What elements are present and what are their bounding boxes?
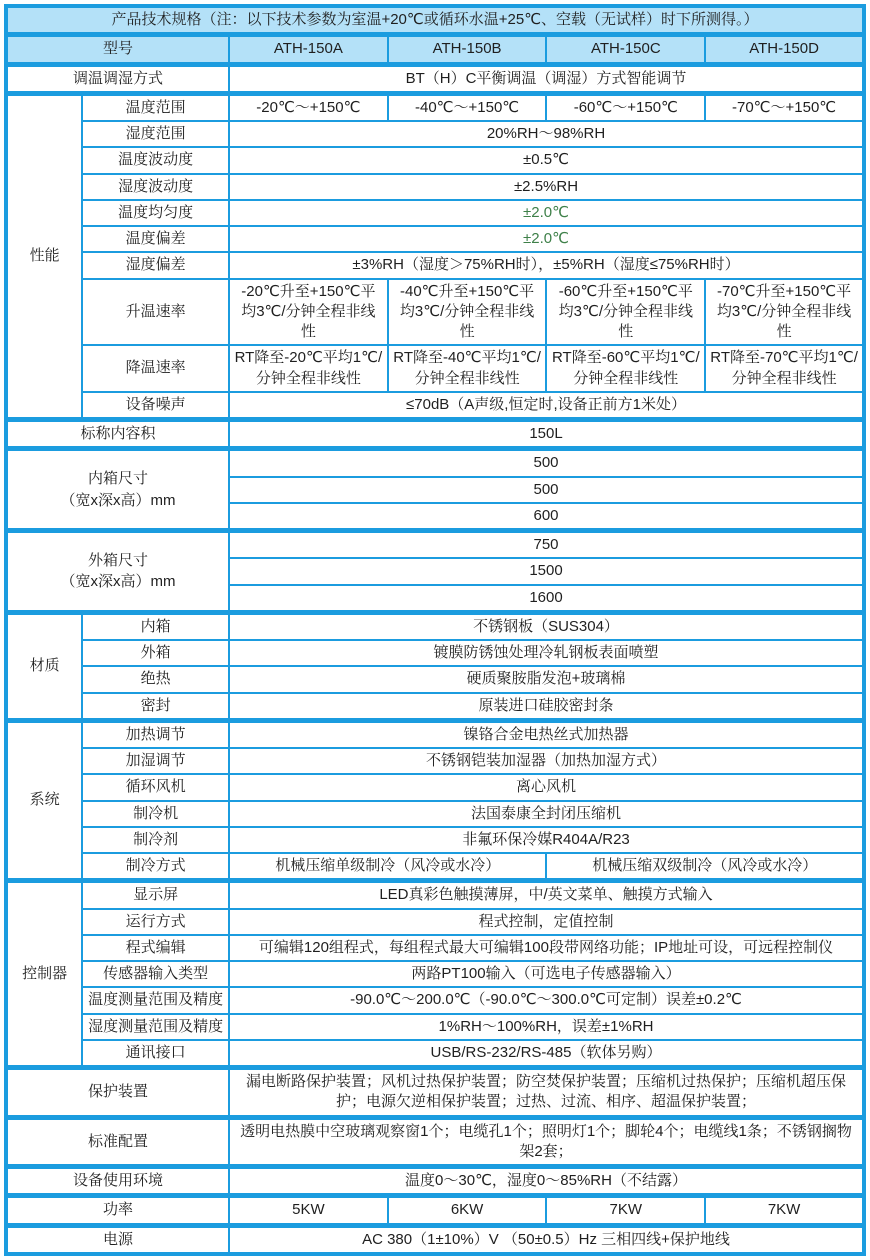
temp-dev-label: 温度偏差	[82, 226, 229, 252]
cool-rate-b: RT降至-40℃平均1℃/分钟全程非线性	[388, 345, 547, 392]
environment-label: 设备使用环境	[6, 1167, 229, 1196]
outer-size-height: 1600	[229, 585, 864, 613]
controller-comm-value: USB/RS-232/RS-485（软体另购）	[229, 1040, 864, 1068]
table-title: 产品技术规格（注：以下技术参数为室温+20℃或循环水温+25℃、空载（无试样）时下所测得。）	[6, 6, 864, 35]
temp-range-a: -20℃～+150℃	[229, 93, 388, 121]
system-fan-value: 离心风机	[229, 774, 864, 800]
inner-size-label	[6, 449, 229, 531]
protection-label: 保护装置	[6, 1068, 229, 1118]
material-insulation-label: 绝热	[82, 666, 229, 692]
controller-display-value: LED真彩色触摸薄屏，中/英文菜单、触摸方式输入	[229, 881, 864, 909]
power-c: 7KW	[546, 1196, 705, 1225]
cool-rate-c: RT降至-60℃平均1℃/分钟全程非线性	[546, 345, 705, 392]
inner-size-height: 600	[229, 503, 864, 531]
volume-label: 标称内容积	[6, 420, 229, 449]
mode-value: BT（H）C平衡调温（调湿）方式智能调节	[229, 64, 864, 93]
material-seal-label: 密封	[82, 693, 229, 721]
material-outer-value: 镀膜防锈蚀处理冷轧钢板表面喷塑	[229, 640, 864, 666]
system-refrigerant-label: 制冷剂	[82, 827, 229, 853]
outer-size-width: 750	[229, 531, 864, 559]
humi-fluct-label: 湿度波动度	[82, 174, 229, 200]
controller-sensor-label: 传感器输入类型	[82, 961, 229, 987]
controller-program-label: 程式编辑	[82, 935, 229, 961]
system-cooling-mode-label: 制冷方式	[82, 853, 229, 881]
model-a: ATH-150A	[229, 35, 388, 64]
outer-size-depth: 1500	[229, 558, 864, 584]
inner-size-label-line2: （宽x深x高）mm	[60, 491, 176, 509]
system-humidify-label: 加湿调节	[82, 748, 229, 774]
heat-rate-b: -40℃升至+150℃平均3℃/分钟全程非线性	[388, 279, 547, 346]
standard-config-value: 透明电热膜中空玻璃观察窗1个；电缆孔1个；照明灯1个；脚轮4个；电缆线1条；不锈钢搁物架2套；	[229, 1117, 864, 1167]
temp-uniform-label: 温度均匀度	[82, 200, 229, 226]
cool-rate-label: 降温速率	[82, 345, 229, 392]
humi-fluct-value: ±2.5%RH	[229, 174, 864, 200]
group-material: 材质	[6, 612, 82, 720]
material-inner-label: 内箱	[82, 612, 229, 640]
model-row-label: 型号	[6, 35, 229, 64]
controller-comm-label: 通讯接口	[82, 1040, 229, 1068]
model-b: ATH-150B	[388, 35, 547, 64]
outer-size-label	[6, 531, 229, 613]
protection-value: 漏电断路保护装置；风机过热保护装置；防空焚保护装置；压缩机过热保护；压缩机超压保护；电源欠逆相保护装置；过热、过流、相序、超温保护装置；	[229, 1068, 864, 1118]
heat-rate-label: 升温速率	[82, 279, 229, 346]
noise-value: ≤70dB（A声级,恒定时,设备正前方1米处）	[229, 392, 864, 420]
system-refrigerant-value: 非氟环保冷媒R404A/R23	[229, 827, 864, 853]
inner-size-label-line1: 内箱尺寸	[88, 469, 149, 487]
controller-temp-meas-label: 温度测量范围及精度	[82, 987, 229, 1013]
group-performance: 性能	[6, 93, 82, 419]
temp-range-d: -70℃～+150℃	[705, 93, 864, 121]
system-humidify-value: 不锈钢铠装加湿器（加热加湿方式）	[229, 748, 864, 774]
cool-rate-d: RT降至-70℃平均1℃/分钟全程非线性	[705, 345, 864, 392]
temp-range-c: -60℃～+150℃	[546, 93, 705, 121]
temp-uniform-value: ±2.0℃	[229, 200, 864, 226]
power-d: 7KW	[705, 1196, 864, 1225]
temp-fluct-value: ±0.5℃	[229, 147, 864, 173]
inner-size-depth: 500	[229, 477, 864, 503]
outer-size-label-line2: （宽x深x高）mm	[60, 573, 176, 591]
heat-rate-d: -70℃升至+150℃平均3℃/分钟全程非线性	[705, 279, 864, 346]
material-outer-label: 外箱	[82, 640, 229, 666]
cool-rate-a: RT降至-20℃平均1℃/分钟全程非线性	[229, 345, 388, 392]
spec-sheet	[4, 0, 866, 1260]
temp-fluct-label: 温度波动度	[82, 147, 229, 173]
temp-dev-value: ±2.0℃	[229, 226, 864, 252]
spec-table	[4, 4, 866, 1256]
system-fan-label: 循环风机	[82, 774, 229, 800]
system-cooling-mode-single: 机械压缩单级制冷（风冷或水冷）	[229, 853, 546, 881]
system-heating-label: 加热调节	[82, 720, 229, 748]
system-cooling-mode-double: 机械压缩双级制冷（风冷或水冷）	[546, 853, 864, 881]
group-controller: 控制器	[6, 881, 82, 1068]
controller-display-label: 显示屏	[82, 881, 229, 909]
standard-config-label: 标准配置	[6, 1117, 229, 1167]
power-b: 6KW	[388, 1196, 547, 1225]
group-system: 系统	[6, 720, 82, 881]
environment-value: 温度0～30℃，湿度0～85%RH（不结露）	[229, 1167, 864, 1196]
material-insulation-value: 硬质聚胺脂发泡+玻璃棉	[229, 666, 864, 692]
material-inner-value: 不锈钢板（SUS304）	[229, 612, 864, 640]
humi-dev-value: ±3%RH（湿度＞75%RH时），±5%RH（湿度≤75%RH时）	[229, 252, 864, 278]
system-heating-value: 镍铬合金电热丝式加热器	[229, 720, 864, 748]
noise-label: 设备噪声	[82, 392, 229, 420]
volume-value: 150L	[229, 420, 864, 449]
material-seal-value: 原装进口硅胶密封条	[229, 693, 864, 721]
supply-label: 电源	[6, 1225, 229, 1254]
controller-humi-meas-label: 湿度测量范围及精度	[82, 1014, 229, 1040]
humi-dev-label: 湿度偏差	[82, 252, 229, 278]
system-compressor-label: 制冷机	[82, 801, 229, 827]
power-label: 功率	[6, 1196, 229, 1225]
power-a: 5KW	[229, 1196, 388, 1225]
controller-humi-meas-value: 1%RH～100%RH，误差±1%RH	[229, 1014, 864, 1040]
heat-rate-a: -20℃升至+150℃平均3℃/分钟全程非线性	[229, 279, 388, 346]
temp-range-label: 温度范围	[82, 93, 229, 121]
heat-rate-c: -60℃升至+150℃平均3℃/分钟全程非线性	[546, 279, 705, 346]
humi-range-label: 湿度范围	[82, 121, 229, 147]
model-c: ATH-150C	[546, 35, 705, 64]
controller-sensor-value: 两路PT100输入（可选电子传感器输入）	[229, 961, 864, 987]
humi-range-value: 20%RH～98%RH	[229, 121, 864, 147]
model-d: ATH-150D	[705, 35, 864, 64]
inner-size-width: 500	[229, 449, 864, 477]
controller-temp-meas-value: -90.0℃～200.0℃（-90.0℃～300.0℃可定制）误差±0.2℃	[229, 987, 864, 1013]
controller-run-mode-label: 运行方式	[82, 909, 229, 935]
controller-run-mode-value: 程式控制，定值控制	[229, 909, 864, 935]
outer-size-label-line1: 外箱尺寸	[88, 551, 149, 569]
supply-value: AC 380（1±10%）V （50±0.5）Hz 三相四线+保护地线	[229, 1225, 864, 1254]
temp-range-b: -40℃～+150℃	[388, 93, 547, 121]
controller-program-value: 可编辑120组程式，每组程式最大可编辑100段带网络功能；IP地址可设，可远程控制仪	[229, 935, 864, 961]
system-compressor-value: 法国泰康全封闭压缩机	[229, 801, 864, 827]
mode-label: 调温调湿方式	[6, 64, 229, 93]
